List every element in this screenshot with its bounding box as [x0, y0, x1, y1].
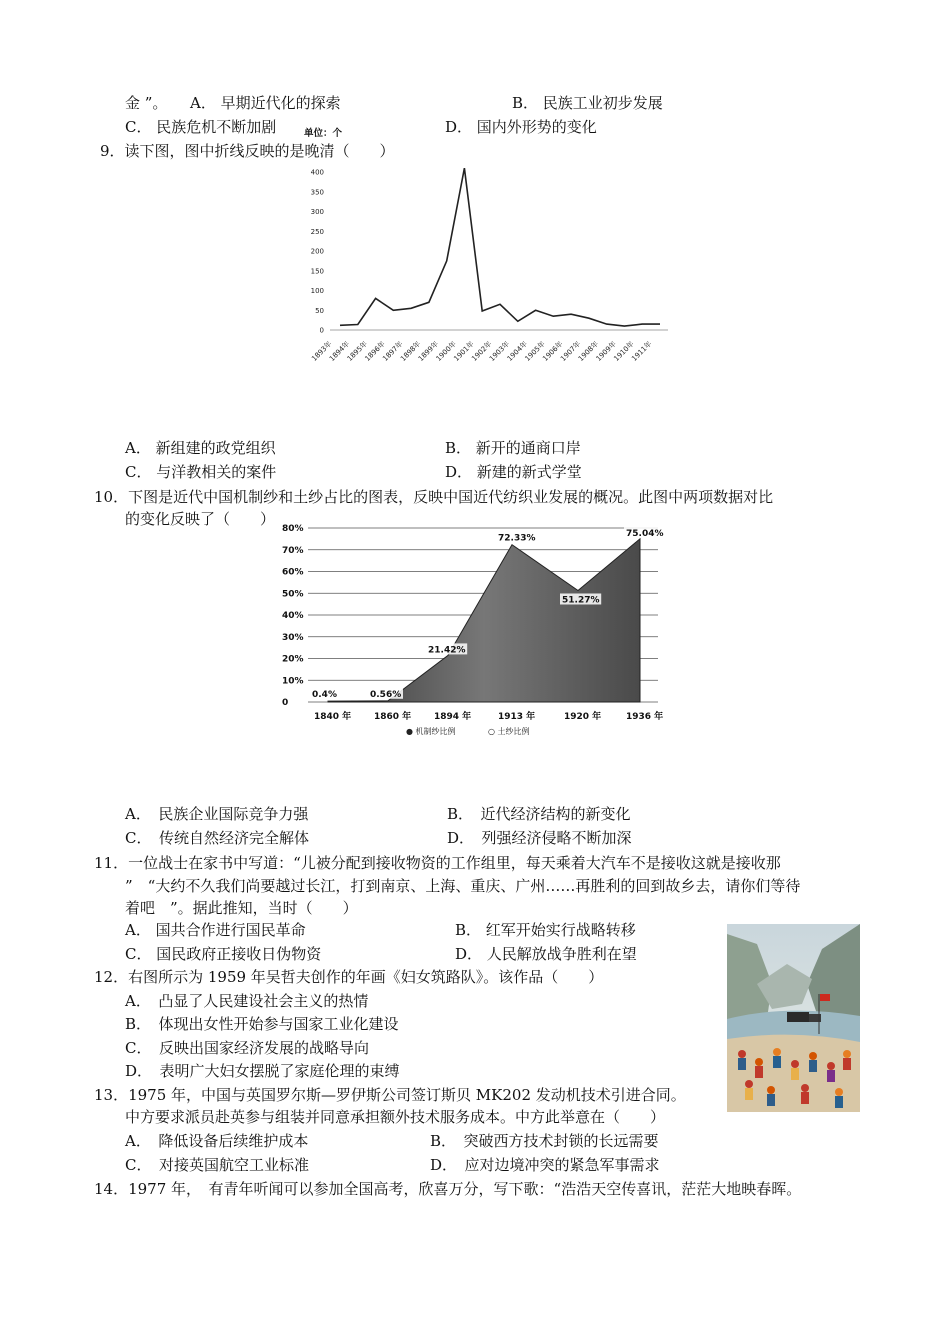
chart2-y-tick: 80%	[282, 524, 304, 534]
q11-option-c[interactable]: C． 国民政府正接收日伪物资	[125, 945, 322, 963]
chart2-x-tick: 1860 年	[374, 712, 412, 722]
q8-option-c[interactable]: C． 民族危机不断加剧	[125, 118, 277, 136]
q10-option-c[interactable]: C． 传统自然经济完全解体	[125, 829, 309, 847]
q12-option-c[interactable]: C． 反映出国家经济发展的战略导向	[125, 1039, 369, 1057]
chart2-y-tick: 0	[282, 698, 289, 708]
chart1-y-tick: 100	[310, 287, 324, 295]
q9-option-d[interactable]: D． 新建的新式学堂	[445, 463, 582, 481]
chart1-x-tick: 1900年	[434, 339, 458, 363]
chart1-x-tick: 1905年	[523, 339, 547, 363]
q11-stem-line2: ” “大约不久我们尚要越过长江，打到南京、上海、重庆、广州……再胜利的回到故乡去，请你们等待	[125, 877, 801, 895]
chart2-legend-mechanized: ● 机制纱比例	[406, 727, 456, 736]
chart2-data-label: 51.27%	[562, 595, 600, 606]
chart1-unit-label: 单位：个	[304, 128, 343, 139]
q8-option-a[interactable]: A． 早期近代化的探索	[190, 94, 341, 112]
q8-line1-start: 金 ”。	[125, 94, 168, 112]
q10-stem-line2: 的变化反映了（ ）	[125, 510, 276, 528]
chart2-y-tick: 10%	[282, 676, 304, 687]
chart1-y-tick: 200	[310, 247, 324, 256]
chart1-x-tick: 1901年	[452, 339, 476, 363]
chart1-x-tick: 1902年	[470, 339, 494, 363]
q12-option-a[interactable]: A． 凸显了人民建设社会主义的热情	[125, 992, 369, 1010]
chart2-y-tick: 70%	[282, 545, 304, 556]
q13-option-b[interactable]: B． 突破西方技术封锁的长远需要	[430, 1132, 659, 1150]
q10-option-d[interactable]: D． 列强经济侵略不断加深	[447, 829, 632, 847]
chart2-y-tick: 20%	[282, 654, 304, 665]
chart1-x-tick: 1903年	[487, 339, 512, 363]
q11-stem-line1: 11．一位战士在家书中写道：“儿被分配到接收物资的工作组里，每天乘着大汽车不是接收这就是接收那	[94, 854, 781, 872]
chart2-x-tick: 1840 年	[314, 712, 352, 722]
chart1-y-tick: 350	[310, 188, 324, 197]
chart1-x-tick: 1899年	[416, 339, 441, 363]
q10-stem-line1: 10．下图是近代中国机制纱和土纱占比的图表，反映中国近代纺织业发展的概况。此图中两项数据对比	[94, 488, 774, 506]
chart1-x-tick: 1893年	[310, 339, 334, 363]
q9-line-chart	[300, 122, 680, 372]
chart1-x-tick: 1908年	[576, 339, 601, 363]
q14-stem: 14．1977 年， 有青年听闻可以参加全国高考，欣喜万分，写下歌：“浩浩天空传喜讯，茫茫大地映春晖。	[94, 1180, 802, 1198]
chart1-y-tick: 400	[310, 168, 324, 177]
q10-option-a[interactable]: A． 民族企业国际竞争力强	[125, 805, 309, 823]
q13-option-c[interactable]: C． 对接英国航空工业标准	[125, 1156, 309, 1174]
q13-stem-line2: 中方要求派员赴英参与组装并同意承担额外技术服务成本。中方此举意在（ ）	[125, 1108, 666, 1126]
chart2-data-label: 0.56%	[370, 689, 402, 700]
q10-area-chart	[278, 520, 678, 740]
chart1-x-tick: 1904年	[505, 339, 529, 363]
chart1-x-tick: 1897年	[381, 339, 405, 363]
chart2-x-tick: 1913 年	[498, 712, 536, 722]
chart1-y-tick: 0	[319, 326, 324, 335]
train-engine	[787, 1012, 809, 1022]
q12-option-d[interactable]: D． 表明广大妇女摆脱了家庭伦理的束缚	[125, 1062, 400, 1080]
chart1-x-tick: 1894年	[327, 339, 352, 363]
chart1-x-tick: 1907年	[559, 339, 583, 363]
chart2-legend-handmade: ○ 土纱比例	[488, 727, 530, 736]
chart1-x-tick: 1909年	[594, 339, 618, 363]
chart1-y-tick: 150	[310, 267, 324, 276]
q10-option-b[interactable]: B． 近代经济结构的新变化	[447, 805, 631, 823]
q11-option-d[interactable]: D． 人民解放战争胜利在望	[455, 945, 637, 963]
q8-option-b[interactable]: B． 民族工业初步发展	[512, 94, 663, 112]
q13-option-d[interactable]: D． 应对边境冲突的紧急军事需求	[430, 1156, 660, 1174]
chart2-x-tick: 1894 年	[434, 712, 472, 722]
chart1-x-tick: 1911年	[630, 339, 654, 363]
chart1-y-tick: 300	[310, 208, 324, 216]
chart2-y-tick: 50%	[282, 589, 304, 600]
q13-stem-line1: 13．1975 年，中国与英国罗尔斯—罗伊斯公司签订斯贝 MK202 发动机技术引进合同。	[94, 1086, 686, 1104]
chart2-data-label: 75.04%	[626, 528, 664, 539]
chart1-x-tick: 1906年	[541, 339, 565, 363]
chart1-x-tick: 1895年	[345, 339, 369, 363]
chart2-data-label: 21.42%	[428, 645, 466, 656]
chart1-x-tick: 1898年	[399, 339, 423, 363]
chart1-y-tick: 50	[315, 306, 324, 315]
chart2-x-tick: 1936 年	[626, 712, 664, 722]
chart2-y-tick: 40%	[282, 611, 304, 621]
q13-option-a[interactable]: A． 降低设备后续维护成本	[125, 1132, 309, 1150]
q9-option-b[interactable]: B． 新开的通商口岸	[445, 439, 581, 457]
chart1-x-tick: 1910年	[612, 339, 636, 363]
q12-option-b[interactable]: B． 体现出女性开始参与国家工业化建设	[125, 1015, 399, 1033]
q9-option-c[interactable]: C． 与洋教相关的案件	[125, 463, 277, 481]
chart1-y-tick: 250	[310, 227, 324, 236]
chart2-data-label: 72.33%	[498, 533, 536, 544]
q9-stem: 9．读下图，图中折线反映的是晚清（ ）	[100, 142, 395, 160]
red-flag	[820, 994, 830, 1001]
q11-option-a[interactable]: A． 国共合作进行国民革命	[125, 921, 306, 939]
chart2-x-tick: 1920 年	[564, 712, 602, 722]
chart2-data-label: 0.4%	[312, 690, 337, 701]
chart2-y-tick: 60%	[282, 567, 304, 578]
chart2-y-tick: 30%	[282, 632, 304, 643]
q12-stem: 12．右图所示为 1959 年吴哲夫创作的年画《妇女筑路队》。该作品（ ）	[94, 968, 604, 986]
women-road-building-painting	[727, 924, 860, 1112]
chart1-x-tick: 1896年	[363, 339, 387, 363]
q9-option-a[interactable]: A． 新组建的政党组织	[125, 439, 276, 457]
q8-option-d[interactable]: D． 国内外形势的变化	[445, 118, 597, 136]
q11-stem-line3: 着吧 ”。据此推知，当时（ ）	[125, 899, 358, 917]
chart2-area-mechanized-yarn	[328, 539, 640, 702]
chart1-series-line	[340, 168, 660, 326]
q11-option-b[interactable]: B． 红军开始实行战略转移	[455, 921, 636, 939]
